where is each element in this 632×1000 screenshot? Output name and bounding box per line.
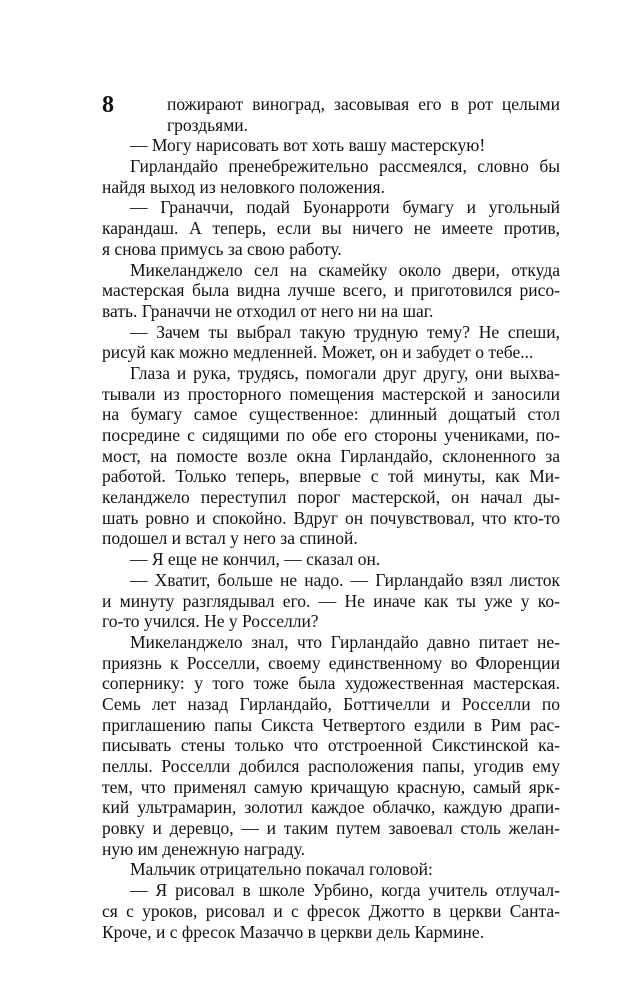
text-line: Кроче, и с фресок Мазаччо в церкви дель Кармине.: [102, 921, 485, 942]
text-line: Гирландайо пренебрежительно рассмеялся, словно бы: [130, 156, 560, 177]
text-line: тем, что применял самую кричащую красную, самый ярк-: [102, 776, 560, 797]
text-line: келанджело переступил порог мастерской, он начал ды-: [102, 487, 560, 508]
text-line: Семь лет назад Гирландайо, Боттичелли и Росселли по: [102, 693, 560, 714]
text-line: го-то учился. Не у Росселли?: [102, 611, 319, 632]
text-line: и минуту разглядывал его. — Не иначе как ты уже у ко-: [102, 590, 560, 611]
text-line: карандаш. А теперь, если вы ничего не имеете против,: [102, 218, 560, 239]
text-line: Микеланджело сел на скамейку около двери, откуда: [130, 259, 560, 280]
text-line: рисуй как можно медленней. Может, он и забудет о тебе...: [102, 342, 534, 363]
text-line: ровку и деревцо, — и таким путем завоевал столь желан-: [102, 818, 560, 839]
text-line: кий ультрамарин, золотил каждое облачко, каждую драпи-: [102, 797, 560, 818]
text-line: Мальчик отрицательно покачал головой:: [130, 859, 433, 880]
text-line: вать. Граначчи не отходил от него ни на шаг.: [102, 300, 434, 321]
text-line: посредине с сидящими по обе его стороны учениками, по-: [102, 425, 560, 445]
text-line: — Зачем ты выбрал такую трудную тему? Не спеши,: [130, 321, 560, 342]
text-line: найдя выход из неловкого положения.: [102, 176, 385, 197]
text-line: мастерская была видна лучше всего, и приготовился рисо-: [102, 280, 560, 301]
text-line: я снова примусь за свою работу.: [102, 238, 342, 259]
text-line: — Я рисовал в школе Урбино, когда учитель отлучал-: [130, 880, 560, 901]
text-line: — Хватит, больше не надо. — Гирландайо взял листок: [130, 569, 560, 590]
text-line: — Могу нарисовать вот хоть вашу мастерскую!: [130, 135, 486, 156]
text-line: приглашению папы Сикста Четвертого ездили в Рим рас-: [102, 714, 560, 735]
text-line: подошел и встал у него за спиной.: [102, 528, 358, 549]
text-line: приязнь к Росселли, своему единственному во Флоренции: [102, 652, 560, 673]
text-line: тывали из просторного помещения мастерской и заносили: [102, 383, 560, 404]
text-line: ную им денежную награду.: [102, 838, 305, 859]
text-line: пеллы. Росселли добился расположения папы, угодив ему: [102, 756, 560, 776]
text-line: — Я еще не кончил, — сказал он.: [130, 549, 381, 570]
text-line: пожирают виноград, засовывая его в рот целыми: [167, 94, 560, 114]
text-line: писывать стены только что отстроенной Сикстинской ка-: [102, 735, 560, 756]
text-line: на бумагу самое существенное: длинный дощатый стол: [102, 404, 560, 425]
page-number: 8: [102, 92, 114, 118]
body-text: [102, 94, 560, 942]
text-line: Глаза и рука, трудясь, помогали друг другу, они выхва-: [130, 362, 560, 383]
text-line: ся с уроков, рисовал и с фресок Джотто в церкви Санта-: [102, 900, 560, 921]
text-line: мост, на помосте возле окна Гирландайо, склоненного за: [102, 445, 560, 466]
text-line: работой. Только теперь, впервые с той минуты, как Ми-: [102, 466, 560, 487]
text-line: Микеланджело знал, что Гирландайо давно питает не-: [130, 631, 560, 652]
text-line: сопернику: у того тоже была художественная мастерская.: [102, 673, 560, 694]
text-line: — Граначчи, подай Буонарроти бумагу и угольный: [130, 197, 560, 218]
text-line: гроздьями.: [167, 114, 249, 135]
text-line: шать ровно и спокойно. Вдруг он почувствовал, что кто-то: [102, 507, 560, 528]
